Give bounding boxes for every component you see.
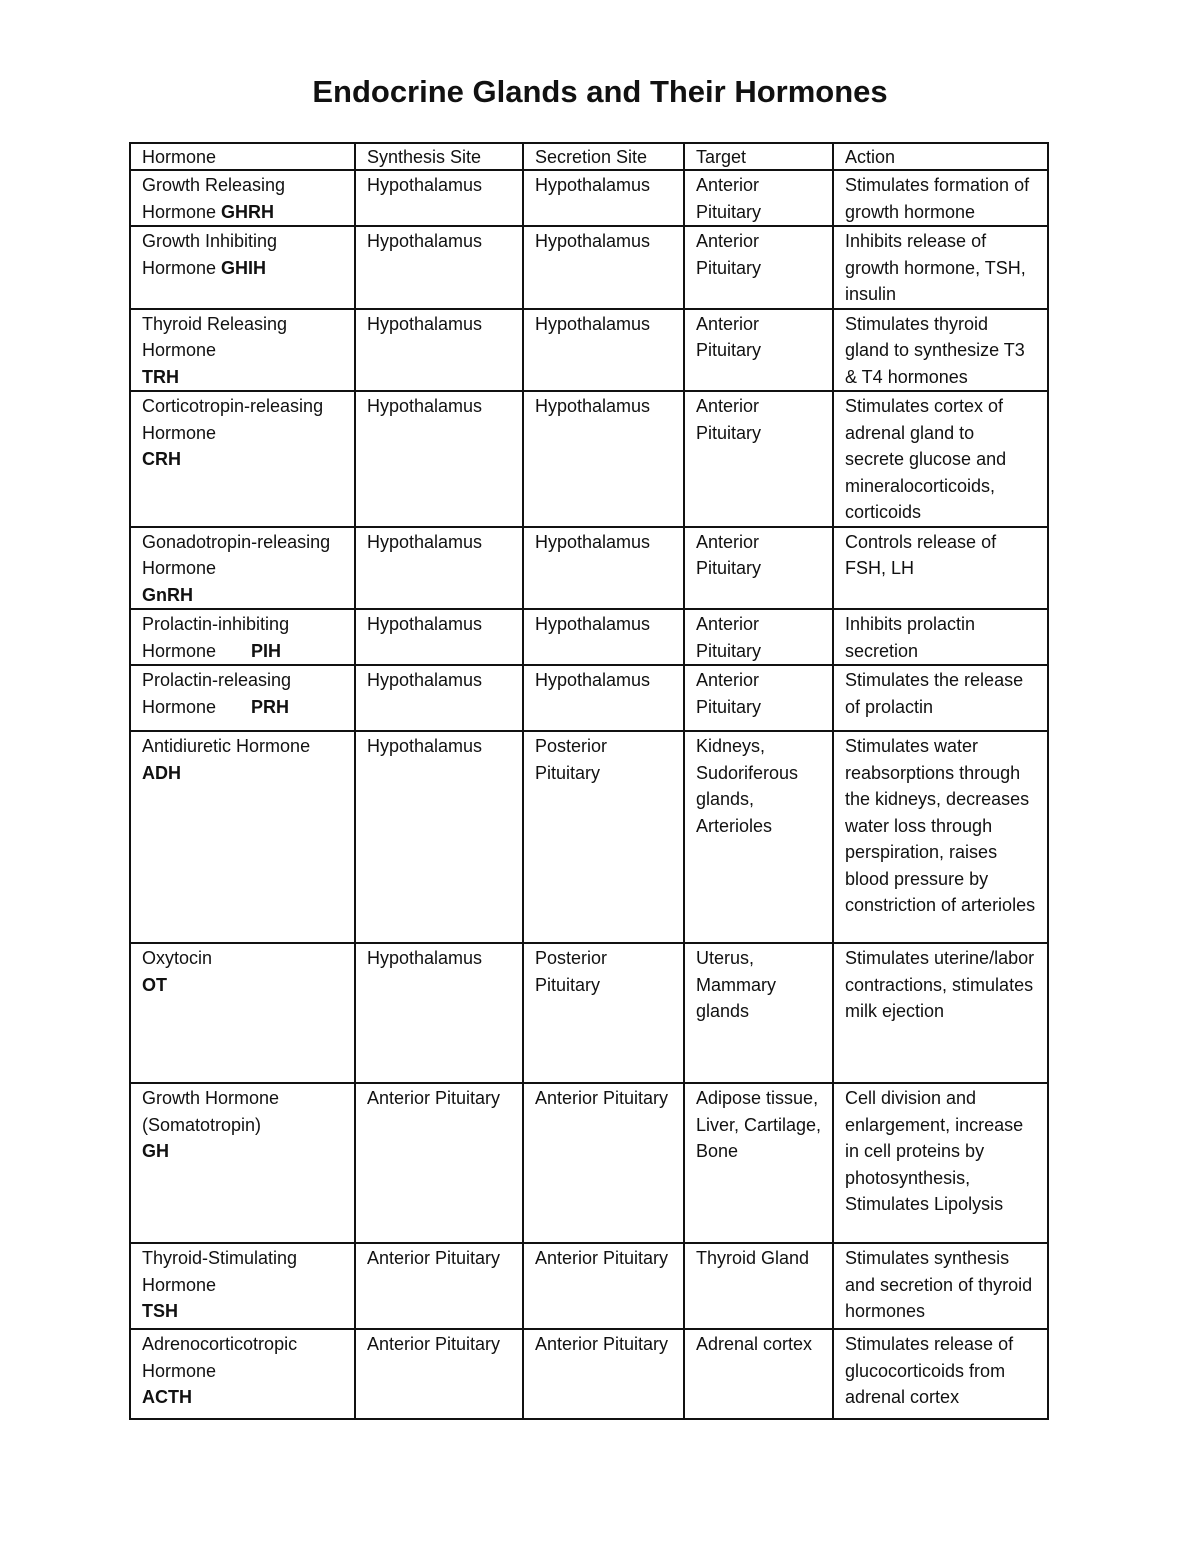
target-cell: Adrenal cortex <box>684 1329 833 1419</box>
table-row <box>130 226 1048 309</box>
table-body <box>130 170 1048 1419</box>
hormone-abbreviation: ACTH <box>142 1387 192 1407</box>
table-row <box>130 609 1048 665</box>
target-cell: Anterior Pituitary <box>684 309 833 392</box>
target-cell: Anterior Pituitary <box>684 226 833 309</box>
table-row <box>130 527 1048 610</box>
header-hormone: Hormone <box>130 143 355 170</box>
target-cell: Adipose tissue, Liver, Cartilage, Bone <box>684 1083 833 1243</box>
synthesis-site-cell: Hypothalamus <box>355 170 523 226</box>
hormone-name: Antidiuretic Hormone <box>142 736 311 756</box>
action-cell: Stimulates cortex of adrenal gland to secrete glucose and mineralocorticoids, corticoids <box>833 391 1048 527</box>
table-row <box>130 1329 1048 1419</box>
hormone-cell <box>130 1083 355 1243</box>
hormone-cell <box>130 226 355 309</box>
hormone-abbreviation: GHRH <box>221 201 275 222</box>
hormone-cell <box>130 391 355 527</box>
synthesis-site-cell: Anterior Pituitary <box>355 1083 523 1243</box>
action-cell: Stimulates uterine/labor contractions, stimulates milk ejection <box>833 943 1048 1083</box>
header-synthesis-site: Synthesis Site <box>355 143 523 170</box>
secretion-site-cell: Posterior Pituitary <box>523 731 684 943</box>
target-cell: Anterior Pituitary <box>684 665 833 731</box>
secretion-site-cell: Hypothalamus <box>523 309 684 392</box>
synthesis-site-cell: Anterior Pituitary <box>355 1329 523 1419</box>
hormone-abbreviation: OT <box>142 974 167 995</box>
table-row <box>130 1243 1048 1329</box>
secretion-site-cell: Hypothalamus <box>523 665 684 731</box>
synthesis-site-cell: Hypothalamus <box>355 527 523 610</box>
header-target: Target <box>684 143 833 170</box>
hormone-abbreviation: GH <box>142 1141 169 1161</box>
hormone-abbreviation: CRH <box>142 449 181 469</box>
hormone-cell <box>130 527 355 610</box>
hormone-abbreviation: TRH <box>142 366 179 387</box>
table-row <box>130 943 1048 1083</box>
action-cell: Stimulates water reabsorptions through the kidneys, decreases water loss through perspiration, raises blood pressure by constriction of arterioles <box>833 731 1048 943</box>
hormone-name: Gonadotropin-releasing Hormone <box>142 531 331 578</box>
synthesis-site-cell: Hypothalamus <box>355 309 523 392</box>
action-cell: Stimulates release of glucocorticoids from adrenal cortex <box>833 1329 1048 1419</box>
secretion-site-cell: Hypothalamus <box>523 226 684 309</box>
secretion-site-cell: Anterior Pituitary <box>523 1083 684 1243</box>
action-cell: Controls release of FSH, LH <box>833 527 1048 610</box>
hormone-abbreviation: GnRH <box>142 584 193 605</box>
synthesis-site-cell: Hypothalamus <box>355 609 523 665</box>
hormone-cell <box>130 943 355 1083</box>
action-cell: Stimulates synthesis and secretion of thyroid hormones <box>833 1243 1048 1329</box>
hormone-cell <box>130 609 355 665</box>
synthesis-site-cell: Hypothalamus <box>355 943 523 1083</box>
target-cell: Anterior Pituitary <box>684 170 833 226</box>
table-header-row <box>130 143 1048 170</box>
hormone-name: Adrenocorticotropic Hormone <box>142 1334 298 1381</box>
synthesis-site-cell: Anterior Pituitary <box>355 1243 523 1329</box>
action-cell: Inhibits prolactin secretion <box>833 609 1048 665</box>
table-row <box>130 309 1048 392</box>
hormone-name: Thyroid Releasing Hormone <box>142 313 288 360</box>
secretion-site-cell: Hypothalamus <box>523 609 684 665</box>
hormone-abbreviation: TSH <box>142 1301 178 1321</box>
action-cell: Inhibits release of growth hormone, TSH, insulin <box>833 226 1048 309</box>
hormone-name: Prolactin-inhibiting Hormone <box>142 614 290 661</box>
hormone-name: Growth Releasing Hormone <box>142 175 286 222</box>
secretion-site-cell: Hypothalamus <box>523 170 684 226</box>
header-action: Action <box>833 143 1048 170</box>
synthesis-site-cell: Hypothalamus <box>355 226 523 309</box>
hormone-cell <box>130 170 355 226</box>
synthesis-site-cell: Hypothalamus <box>355 665 523 731</box>
hormone-cell <box>130 1329 355 1419</box>
secretion-site-cell: Hypothalamus <box>523 527 684 610</box>
target-cell: Anterior Pituitary <box>684 527 833 610</box>
action-cell: Stimulates thyroid gland to synthesize T3 & T4 hormones <box>833 309 1048 392</box>
hormone-name: Corticotropin-releasing Hormone <box>142 396 324 443</box>
table-row <box>130 665 1048 731</box>
hormone-name: Growth Hormone (Somatotropin) <box>142 1088 280 1135</box>
table-row <box>130 391 1048 527</box>
secretion-site-cell: Posterior Pituitary <box>523 943 684 1083</box>
hormone-abbreviation: GHIH <box>221 257 267 278</box>
hormone-name: Prolactin-releasing Hormone <box>142 670 292 717</box>
hormone-abbreviation: PRH <box>251 696 290 717</box>
synthesis-site-cell: Hypothalamus <box>355 731 523 943</box>
table-row <box>130 731 1048 943</box>
secretion-site-cell: Hypothalamus <box>523 391 684 527</box>
target-cell: Anterior Pituitary <box>684 609 833 665</box>
hormone-table <box>129 142 1049 1420</box>
action-cell: Stimulates formation of growth hormone <box>833 170 1048 226</box>
target-cell: Anterior Pituitary <box>684 391 833 527</box>
secretion-site-cell: Anterior Pituitary <box>523 1243 684 1329</box>
hormone-cell <box>130 1243 355 1329</box>
document-title: Endocrine Glands and Their Hormones <box>312 74 888 109</box>
table-row <box>130 1083 1048 1243</box>
target-cell: Thyroid Gland <box>684 1243 833 1329</box>
hormone-name: Growth Inhibiting Hormone <box>142 231 278 278</box>
hormone-abbreviation: PIH <box>251 640 282 661</box>
target-cell: Kidneys, Sudoriferous glands, Arterioles <box>684 731 833 943</box>
hormone-cell <box>130 731 355 943</box>
hormone-abbreviation: ADH <box>142 762 181 783</box>
table-row <box>130 170 1048 226</box>
hormone-cell <box>130 309 355 392</box>
hormone-name: Oxytocin <box>142 948 213 968</box>
hormone-name: Thyroid-Stimulating Hormone <box>142 1248 298 1295</box>
target-cell: Uterus, Mammary glands <box>684 943 833 1083</box>
secretion-site-cell: Anterior Pituitary <box>523 1329 684 1419</box>
header-secretion-site: Secretion Site <box>523 143 684 170</box>
hormone-cell <box>130 665 355 731</box>
synthesis-site-cell: Hypothalamus <box>355 391 523 527</box>
action-cell: Cell division and enlargement, increase in cell proteins by photosynthesis, Stimulates Lipolysis <box>833 1083 1048 1243</box>
action-cell: Stimulates the release of prolactin <box>833 665 1048 731</box>
